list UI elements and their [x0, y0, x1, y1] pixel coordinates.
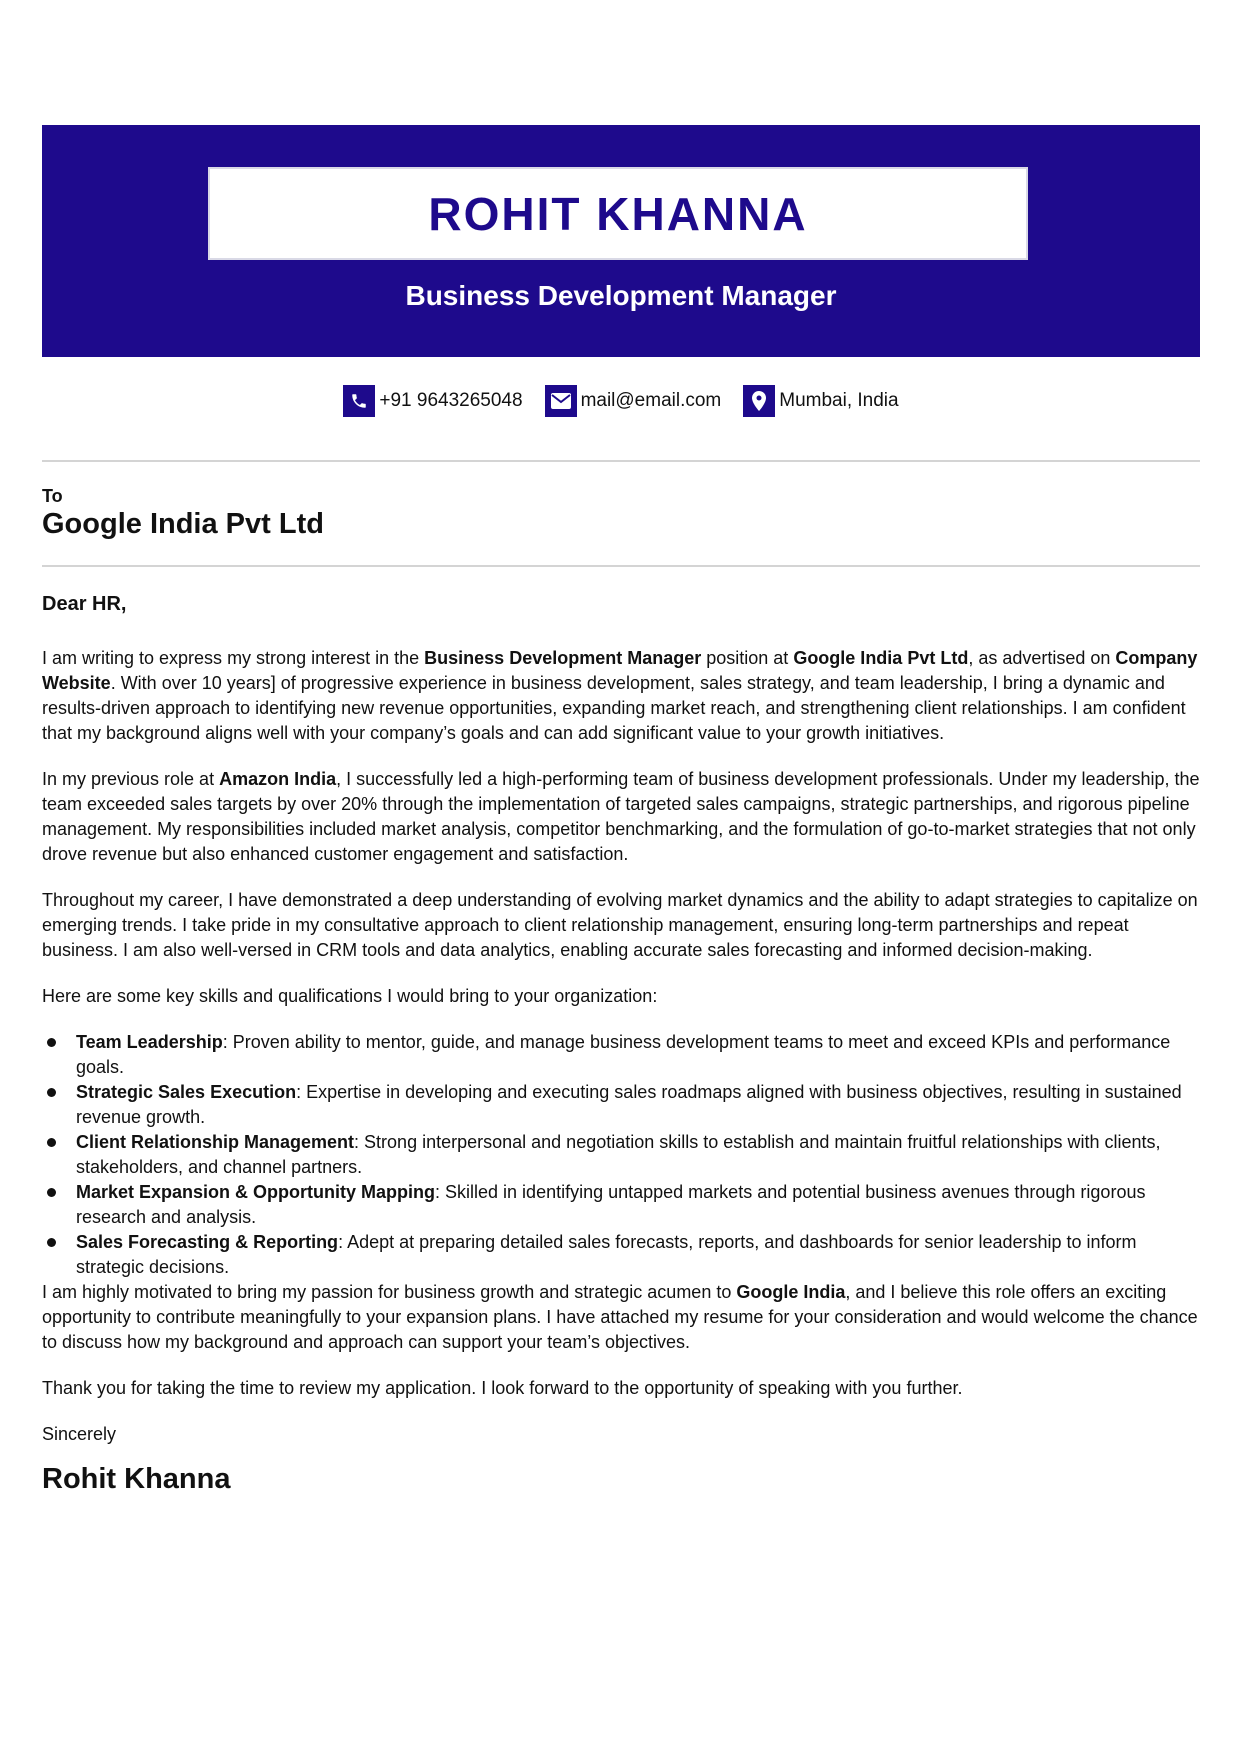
- job-title: Business Development Manager: [405, 280, 837, 311]
- skills-list: [42, 1030, 1200, 1280]
- list-item: Market Expansion & Opportunity Mapping: Skilled in identifying untapped markets and potential business avenues through rigorous research and analysis.: [42, 1180, 1200, 1230]
- paragraph-career: Throughout my career, I have demonstrated a deep understanding of evolving market dynamics and the ability to adapt strategies to capitalize on emerging trends. I take pride in my consultative approach to client relationship management, ensuring long-term partnerships and repeat business. I am also well-versed in CRM tools and data analytics, enabling accurate sales forecasting and informed decision-making.: [42, 890, 1198, 960]
- candidate-name: ROHIT KHANNA: [428, 187, 808, 240]
- list-item: Strategic Sales Execution: Expertise in developing and executing sales roadmaps aligned with business objectives, resulting in sustained revenue growth.: [42, 1080, 1200, 1130]
- contact-location: [743, 385, 898, 417]
- envelope-icon: [545, 385, 577, 417]
- list-item: Client Relationship Management: Strong interpersonal and negotiation skills to establish and maintain fruitful relationships with clients, stakeholders, and channel partners.: [42, 1130, 1200, 1180]
- recipient-company: Google India Pvt Ltd: [42, 508, 324, 540]
- phone-icon: [343, 385, 375, 417]
- bullet-icon: [47, 1238, 56, 1247]
- recipient-label: To: [42, 486, 63, 506]
- phone-number[interactable]: +91 9643265048: [379, 390, 523, 411]
- divider-recipient: [42, 565, 1200, 567]
- bullet-icon: [47, 1138, 56, 1147]
- paragraph-thanks: Thank you for taking the time to review my application. I look forward to the opportunity of speaking with you further.: [42, 1378, 963, 1398]
- paragraph-experience: In my previous role at Amazon India, I successfully led a high-performing team of business development professionals. Under my leadership, the team exceeded sales targets by over 20% through the implementation of targeted sales campaigns, strategic partnerships, and rigorous pipeline management. My responsibilities included market analysis, competitor benchmarking, and the formulation of go-to-market strategies that not only drove revenue but also enhanced customer engagement and satisfaction.: [42, 769, 1200, 864]
- list-item: Team Leadership: Proven ability to mentor, guide, and manage business development teams to meet and exceed KPIs and performance goals.: [42, 1030, 1200, 1080]
- signature-name: Rohit Khanna: [42, 1463, 231, 1495]
- bullet-icon: [47, 1188, 56, 1197]
- contact-email: [545, 385, 722, 417]
- closing: Sincerely: [42, 1424, 117, 1444]
- location-text: Mumbai, India: [779, 390, 899, 411]
- paragraph-motivation: I am highly motivated to bring my passion for business growth and strategic acumen to Google India, and I believe this role offers an exciting opportunity to contribute meaningfully to your expansion plans. I have attached my resume for your consideration and would welcome the chance to discuss how my background and approach can support your team’s objectives.: [42, 1282, 1198, 1352]
- paragraph-intro: I am writing to express my strong interest in the Business Development Manager position at Google India Pvt Ltd, as advertised on Company Website. With over 10 years] of progressive experience in business development, sales strategy, and team leadership, I bring a dynamic and results-driven approach to identifying new revenue opportunities, expanding market reach, and strengthening client relationships. I am confident that my background aligns well with your company’s goals and can add significant value to your growth initiatives.: [42, 648, 1198, 743]
- letter-body: [42, 592, 1200, 1495]
- greeting: Dear HR,: [42, 593, 127, 615]
- divider-top: [42, 460, 1200, 462]
- name-box: [208, 167, 1028, 260]
- paragraph-skills-intro: Here are some key skills and qualifications I would bring to your organization:: [42, 986, 658, 1006]
- list-item: Sales Forecasting & Reporting: Adept at preparing detailed sales forecasts, reports, and dashboards for senior leadership to inform strategic decisions.: [42, 1230, 1200, 1280]
- bullet-icon: [47, 1088, 56, 1097]
- bullet-icon: [47, 1038, 56, 1047]
- contact-row: [42, 385, 1200, 417]
- contact-phone: [343, 385, 522, 417]
- email-address[interactable]: mail@email.com: [580, 390, 722, 411]
- header-band: [42, 125, 1200, 357]
- map-pin-icon: [743, 385, 775, 417]
